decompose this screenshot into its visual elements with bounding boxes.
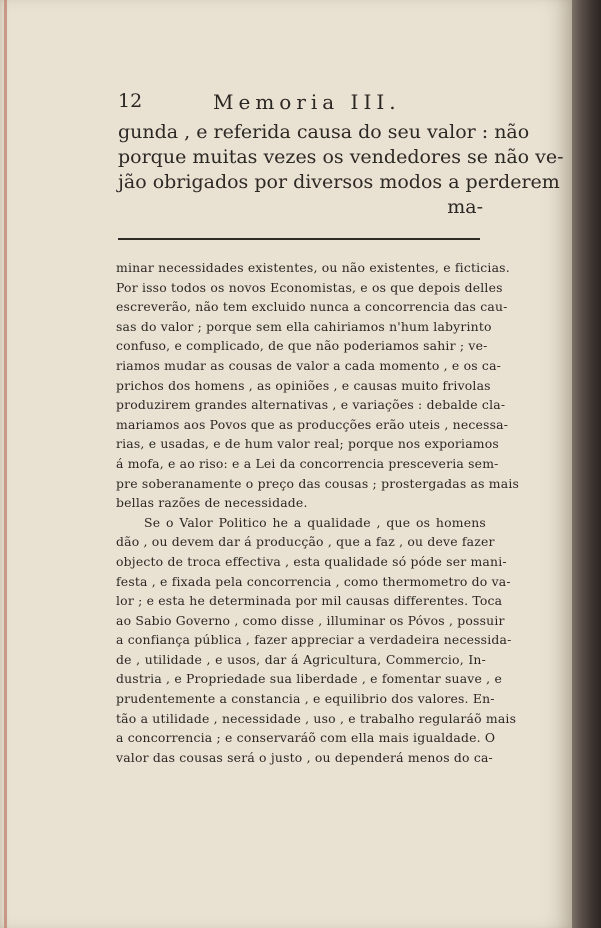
footnote-line: mariamos aos Povos que as producções erão uteis , necessa- xyxy=(116,416,509,432)
footnote-line: Por isso todos os novos Economistas, e os que depois delles xyxy=(116,279,503,295)
footnote-line: tão a utilidade , necessidade , uso , e trabalho regularáõ mais xyxy=(116,710,517,726)
footnote-line: escreverão, não tem excluido nunca a concorrencia das cau- xyxy=(116,299,508,315)
footnote-line: á mofa, e ao riso: e a Lei da concorrencia presceveria sem- xyxy=(116,455,499,471)
footnote-block xyxy=(116,258,520,767)
footnote-line: valor das cousas será o justo , ou dependerá menos do ca- xyxy=(116,749,493,765)
footnote-line: Se o Valor Politico he a qualidade , que os homens xyxy=(144,514,486,530)
footnote-rule xyxy=(118,238,480,240)
main-text-block xyxy=(118,120,564,220)
footnote-line: prichos dos homens , as opiniões , e causas muito frivolas xyxy=(116,377,491,393)
footnote-line: de , utilidade , e usos, dar á Agricultura, Commercio, In- xyxy=(116,651,486,667)
footnote-line: sas do valor ; porque sem ella cahiriamos n'hum labyrinto xyxy=(116,318,492,334)
footnote-line: riamos mudar as cousas de valor a cada momento , e os ca- xyxy=(116,357,502,373)
main-text-line: porque muitas vezes os vendedores se não ve- xyxy=(118,146,564,168)
footnote-line: a confiança pública , fazer appreciar a verdadeira necessida- xyxy=(116,632,512,648)
main-text-line: jão obrigados por diversos modos a perderem xyxy=(118,171,560,193)
footnote-line: confuso, e complicado, de que não poderiamos sahir ; ve- xyxy=(116,338,488,354)
footnote-line: dão , ou devem dar á producção , que a faz , ou deve fazer xyxy=(116,534,495,550)
footnote-line: ao Sabio Governo , como disse , illuminar os Póvos , possuir xyxy=(116,612,505,628)
footnote-line: produzirem grandes alternativas , e variações : debalde cla- xyxy=(116,397,506,413)
footnote-line: pre soberanamente o preço das cousas ; prostergadas as mais xyxy=(116,475,520,491)
catchword: ma- xyxy=(447,196,483,218)
footnote-line: minar necessidades existentes, ou não existentes, e ficticias. xyxy=(116,260,510,275)
footnote-line: lor ; e esta he determinada por mil causas differentes. Toca xyxy=(116,593,503,609)
footnote-line: bellas razões de necessidade. xyxy=(116,495,308,511)
page-number: 12 xyxy=(118,90,143,112)
running-title: Memoria III. xyxy=(213,90,401,114)
footnote-line: a concorrencia ; e conservaráõ com ella mais igualdade. O xyxy=(116,730,496,746)
page-header xyxy=(118,90,478,116)
page-margin-mark xyxy=(4,0,7,928)
footnote-line: rias, e usadas, e de hum valor real; porque nos exporiamos xyxy=(116,436,499,452)
footnote-line: festa , e fixada pela concorrencia , como thermometro do va- xyxy=(116,573,511,589)
footnote-line: dustria , e Propriedade sua liberdade , e fomentar suave , e xyxy=(116,671,502,687)
footnote-line: objecto de troca effectiva , esta qualidade só póde ser mani- xyxy=(116,553,507,569)
book-spine-edge xyxy=(572,0,601,928)
footnote-line: prudentemente a constancia , e equilibrio dos valores. En- xyxy=(116,691,495,707)
main-text-line: gunda , e referida causa do seu valor : não xyxy=(118,121,530,143)
